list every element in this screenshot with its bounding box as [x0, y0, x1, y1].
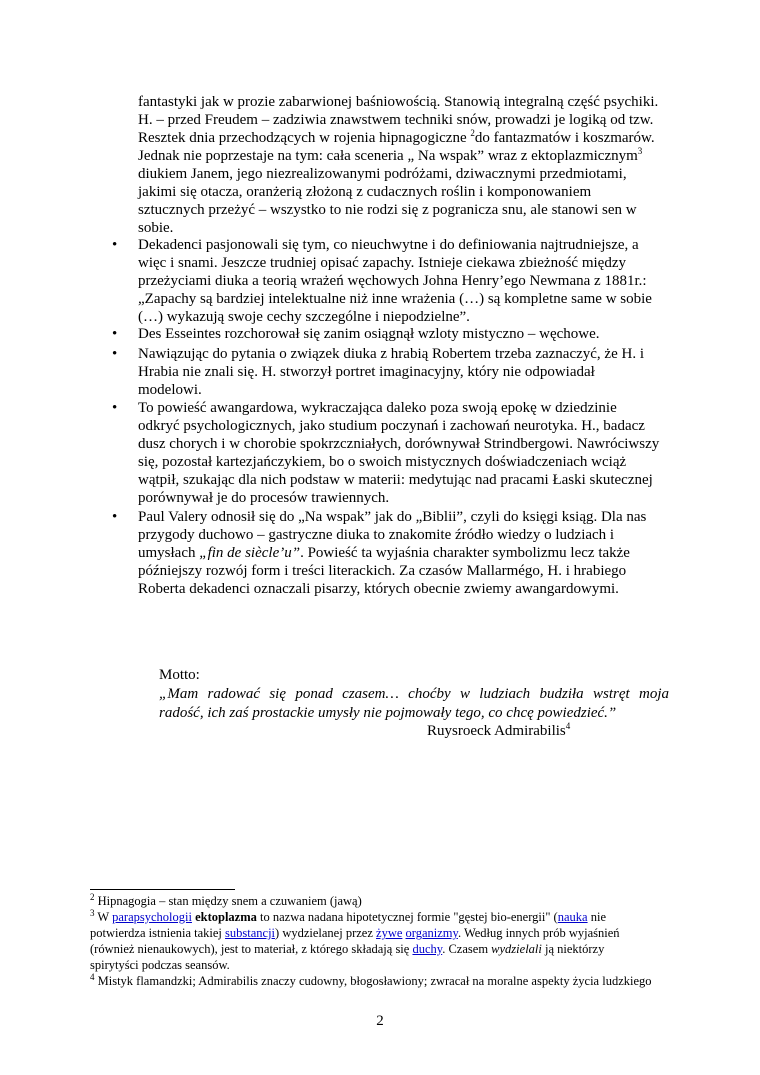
footnote-ref-4: 4 — [565, 721, 571, 731]
motto-block — [159, 666, 669, 723]
text-line: „Zapachy są bardziej intelektualne niż inne wrażenia (…) są kompletne same w sobie — [138, 291, 652, 307]
text-line: umysłach „fin de siècle’u”. Powieść ta wyjaśnia charakter symbolizmu lecz także — [138, 545, 630, 561]
footnote-ref-3: 3 — [637, 146, 643, 156]
motto-author: Ruysroeck Admirabilis$^4$ — [427, 721, 571, 739]
text-line: modelowi. — [138, 382, 202, 398]
footnote-3 — [90, 909, 670, 973]
text-line: H. – przed Freudem – zadziwia znawstwem techniki snów, prowadzi je logiką od tzw. — [138, 112, 654, 128]
text-line: przeżyciami diuka a teorią wrażeń węchowych Johna Henry’ego Newmana z 1881r.: — [138, 273, 647, 289]
bold-term: ektoplazma — [195, 910, 257, 924]
bullet-marker: • — [112, 509, 118, 525]
bullet-item-valery — [138, 508, 668, 598]
text-line: przygody duchowo – gastryczne diuka to znakomite źródło wiedzy o ludziach i — [138, 527, 615, 543]
text-line: jakimi się otacza, oranżerią złożoną z cudacznych roślin i komponowaniem — [138, 184, 592, 200]
link-organizmy[interactable]: organizmy — [405, 926, 458, 940]
text-line: Paul Valery odnosił się do „Na wspak” jak do „Biblii”, czyli do księgi ksiąg. Dla nas — [138, 509, 647, 525]
text-line: późniejszy rozwój form i treści literackich. Za czasów Mallarmégo, H. i hrabiego — [138, 563, 627, 579]
bullet-marker: • — [112, 237, 118, 253]
text-line: się, pozostał kartezjańczykiem, bo o swoich mistycznych doświadczeniach wciąż — [138, 454, 627, 470]
text-line: odkryć psychologicznych, jako studium poczynań i zachowań neurotyka. H., badacz — [138, 418, 645, 434]
text-line: (również nienaukowych), jest to materiał, z którego składają się duchy. Czasem wydzielali ją niektórzy — [90, 942, 605, 956]
bullet-marker: • — [112, 346, 118, 362]
italic-phrase: „fin de siècle’u” — [199, 545, 301, 561]
text-line: diukiem Janem, jego niezrealizowanymi podróżami, dziwacznymi przedmiotami, — [138, 166, 627, 182]
link-nauka[interactable]: nauka — [557, 910, 588, 924]
continued-paragraph — [138, 93, 668, 237]
text-line: Resztek dnia przechodzących w rojenia hipnagogiczne $^2$do fantazmatów i koszmarów. — [138, 128, 655, 146]
page-number: 2 — [376, 1013, 384, 1029]
motto-label: Motto: — [159, 667, 200, 683]
text-line: Dekadenci pasjonowali się tym, co nieuchwytne i do definiowania najtrudniejsze, a — [138, 237, 639, 253]
text-line: (…) wykazują swoje cechy szczególne i niepodzielne”. — [138, 309, 470, 325]
motto-quote-line: „Mam radować się ponad czasem… choćby w ludziach budziła wstręt moja — [159, 686, 669, 702]
link-zywe[interactable]: żywe — [376, 926, 403, 940]
link-duchy[interactable]: duchy — [412, 942, 443, 956]
text-line: To powieść awangardowa, wykraczająca daleko poza swoją epokę w dziedzinie — [138, 400, 617, 416]
text-line: sztucznych przeżyć – wszystko to nie rodzi się z pogranicza snu, ale stanowi sen w — [138, 202, 637, 218]
footnote-separator — [90, 889, 235, 890]
text-line: Roberta dekadenci oznaczali pisarzy, których obecnie zwiemy awangardowymi. — [138, 581, 619, 597]
text-line: więc i snami. Jeszcze trudniej opisać zapachy. Istnieje ciekawa zbieżność między — [138, 255, 626, 271]
bullet-item-des-esseintes — [138, 325, 668, 343]
footnote-4: $^4$ Mistyk flamandzki; Admirabilis znaczy cudowny, błogosławiony; zwracał na moralne aspekty życia ludzkiego — [90, 971, 652, 988]
text-line: Des Esseintes rozchorował się zanim osiągnął wzloty mistyczno – węchowe. — [138, 326, 600, 342]
text-line: Nawiązując do pytania o związek diuka z hrabią Robertem trzeba zaznaczyć, że H. i — [138, 346, 644, 362]
text-line: Hrabia nie znali się. H. stworzył portret imaginacyjny, który nie odpowiadał — [138, 364, 595, 380]
link-substancji[interactable]: substancji — [225, 926, 276, 940]
link-parapsychologii[interactable]: parapsychologii — [112, 910, 192, 924]
text-line: $^3$ W parapsychologii ektoplazma to nazwa nadana hipotetycznej formie "gęstej bio-energii" (nauka nie — [90, 907, 606, 924]
bullet-item-hrabia — [138, 345, 668, 399]
footnote-2: $^2$ Hipnagogia – stan między snem a czuwaniem (jawą) — [90, 891, 362, 908]
bullet-item-dekadenci — [138, 236, 668, 326]
footnote-ref-2: 2 — [470, 128, 475, 138]
bullet-marker: • — [112, 400, 118, 416]
text-line: wątpił, szukając dla nich podstaw w materii: medytując nad pracami Łaski skutecznej — [138, 472, 653, 488]
italic-term: wydzielali — [491, 942, 542, 956]
text-line: sobie. — [138, 220, 174, 236]
text-line: spirytyści podczas seansów. — [90, 958, 230, 972]
text-line: Jednak nie poprzestaje na tym: cała sceneria „ Na wspak” wraz z ektoplazmicznym$^3$ — [138, 146, 643, 164]
bullet-item-awangardowa — [138, 399, 668, 507]
text-line: potwierdza istnienia takiej substancji) wydzielanej przez żywe organizmy. Według innych prób wyjaśnień — [90, 926, 620, 940]
text-line: porównywał je do procesów trawiennych. — [138, 490, 390, 506]
bullet-marker: • — [112, 326, 118, 342]
motto-quote-line: radość, ich zaś prostackie umysły nie pojmowały tego, co chcę powiedzieć.” — [159, 705, 617, 721]
text-line: dusz chorych i w chorobie spokrzczniałych, dorównywał Strindbergowi. Nawróciwszy — [138, 436, 660, 452]
text-line: fantastyki jak w prozie zabarwionej baśniowością. Stanowią integralną część psychiki. — [138, 94, 659, 110]
